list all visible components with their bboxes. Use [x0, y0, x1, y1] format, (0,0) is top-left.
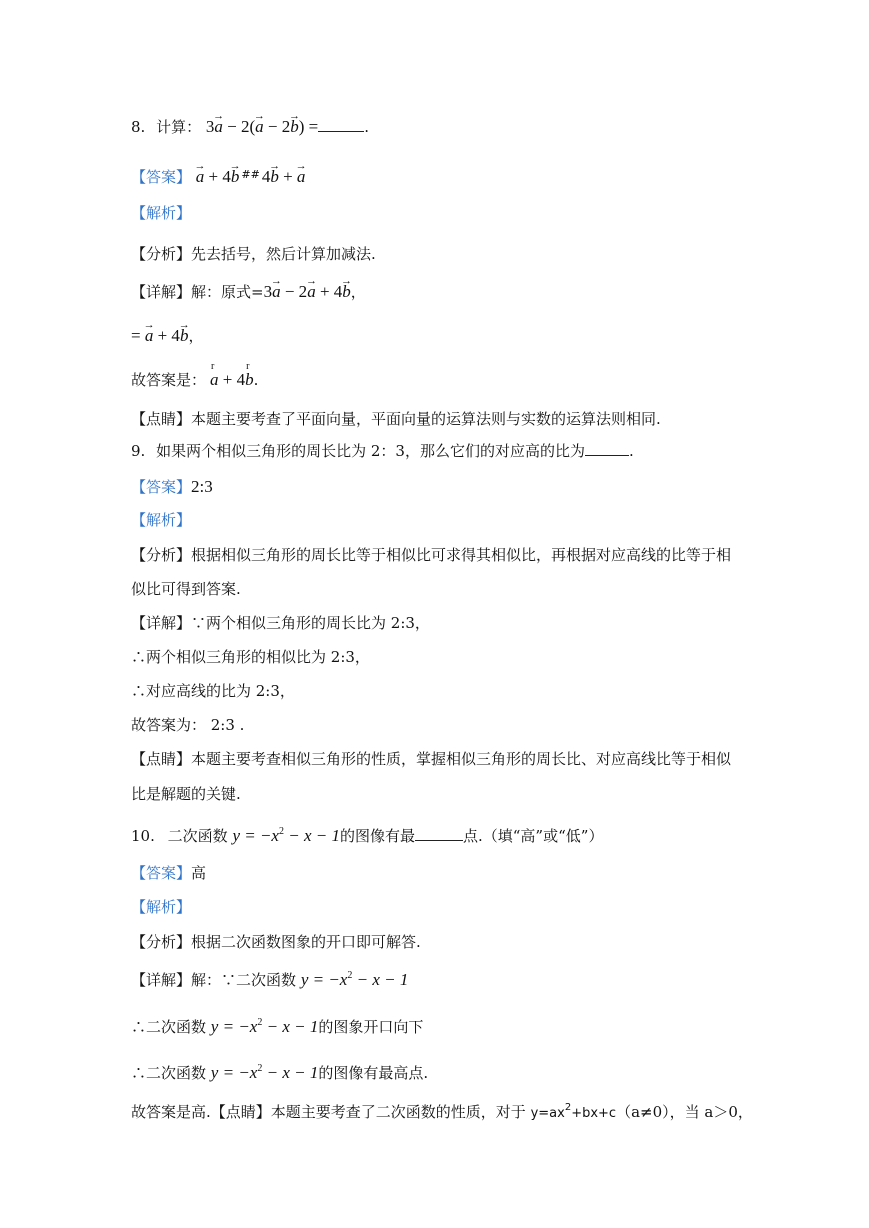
q8-answer-alt: 4→ b + → a	[262, 167, 306, 186]
q9-step3: ∴对应高线的比为 2:3，	[131, 682, 295, 700]
q10-answer-blank	[415, 826, 463, 841]
answer-tag: 【答案】	[131, 168, 192, 186]
q8-dianjing: 【点睛】本题主要考查了平面向量，平面向量的运算法则与实数的运算法则相同.	[131, 410, 661, 428]
q9-answer-line: 【答案】2:3	[131, 477, 213, 496]
q8-fenxi: 【分析】先去括号，然后计算加减法.	[131, 245, 376, 263]
q10-number: 10.	[131, 827, 155, 845]
q9-answer-blank	[585, 441, 629, 456]
q8-step1: 3→ a − 2→ a + 4→ b	[264, 282, 351, 301]
q10-question: 10. 二次函数 $y = -x^2 - x - 1$的图像有最 点.（填“高”或“低”）	[131, 826, 604, 845]
q8-analysis-heading: 【解析】	[131, 204, 192, 222]
q8-answer-blank	[318, 117, 364, 132]
q10-step2: ∴二次函数 $y = -x^2 - x - 1$的图象开口向下	[131, 1017, 424, 1036]
q10-fenxi: 【分析】根据二次函数图象的开口即可解答.	[131, 933, 421, 951]
q8-answer: → a + 4→ b	[196, 167, 240, 186]
q10-xiangjie: 【详解】解：∵二次函数 $y = -x^2 - x - 1$	[131, 970, 409, 989]
q8-conclusion: 故答案是：r a + 4r b.	[131, 369, 258, 391]
q9-number: 9.	[131, 442, 146, 460]
q10-analysis-heading: 【解析】	[131, 898, 192, 916]
q9-fenxi: 【分析】根据相似三角形的周长比等于相似比可求得其相似比，再根据对应高线的比等于相	[131, 546, 732, 564]
q8-step2: = → a + 4→ b，	[131, 325, 203, 347]
q10-step3: ∴二次函数 $y = -x^2 - x - 1$的图像有最高点.	[131, 1063, 429, 1082]
q8-question: 8. 计算： 3→ a − 2(→ a − 2→ b) = .	[131, 116, 369, 138]
q10-last-line: 故答案是高.【点睛】本题主要考查了二次函数的性质，对于 $y=ax^2+bx+c(a\ne 0)$，当 a＞0，	[131, 1102, 753, 1121]
q9-analysis-heading: 【解析】	[131, 511, 192, 529]
q9-dianjing-cont: 比是解题的关键.	[131, 785, 241, 803]
q9-fenxi-cont: 似比可得到答案.	[131, 580, 241, 598]
q9-answer: 2:3	[191, 477, 213, 496]
q8-answer-line: 【答案】 → a + 4→ b ## 4→ b + → a	[131, 164, 305, 188]
q8-xiangjie: 【详解】解：原式=3→ a − 2→ a + 4→ b，	[131, 281, 366, 303]
q9-step2: ∴两个相似三角形的相似比为 2:3，	[131, 648, 370, 666]
q8-number: 8.	[131, 118, 146, 136]
q10-function: $y = -x^2 - x - 1$	[232, 826, 340, 845]
q9-prompt: 如果两个相似三角形的周长比为 2：3，那么它们的对应高的比为	[156, 442, 585, 460]
q9-question: 9. 如果两个相似三角形的周长比为 2：3，那么它们的对应高的比为 .	[131, 442, 634, 460]
q8-prompt: 计算：	[156, 118, 202, 136]
q9-xiangjie: 【详解】∵两个相似三角形的周长比为 2:3，	[131, 614, 430, 632]
q8-expression: 3→ a − 2(→ a − 2→ b) =	[206, 117, 318, 136]
q10-answer: 高	[191, 864, 207, 882]
q10-answer-line: 【答案】高	[131, 864, 207, 882]
q9-dianjing: 【点睛】本题主要考查相似三角形的性质，掌握相似三角形的周长比、对应高线比等于相似	[131, 750, 732, 768]
q9-conclusion: 故答案为： 2:3 .	[131, 716, 245, 734]
